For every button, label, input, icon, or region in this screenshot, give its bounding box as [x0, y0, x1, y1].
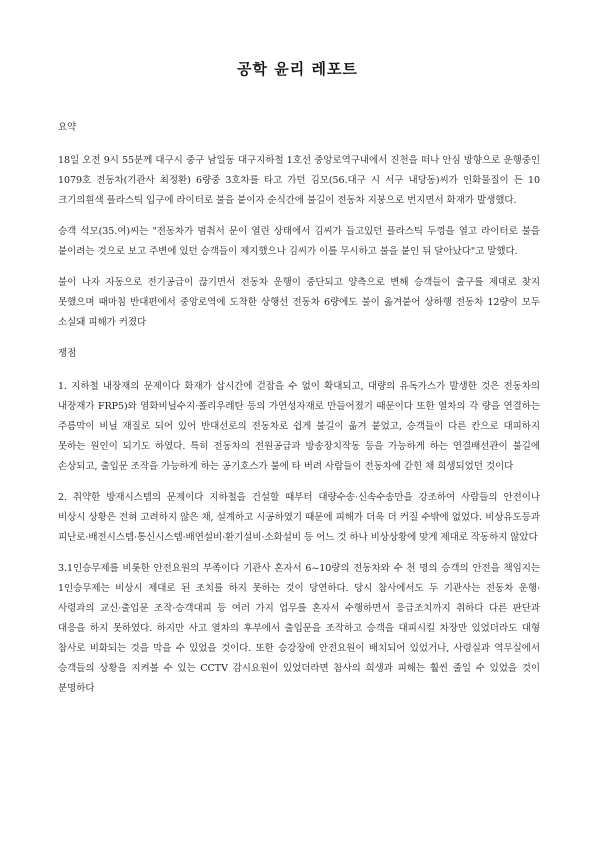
summary-heading: 요약 — [58, 122, 77, 133]
issue-paragraph-3: 3.1인승무제를 비롯한 안전요원의 부족이다 기관사 혼자서 6~10량의 전동차와 수 천 명의 승객의 안전을 책임지는 1인승무제는 비상시 제대로 된 조치를 하지 못하는 것이 당연하다. 당시 참사에서도 두 기관사는 전동차 운행·사령과의 교신·출입문 조작·승객대피 등 여러 가지 업무를 혼자서 수행하면서 응급조치까지 취하다 다른 판단과 대응을 하지 못하였다. 하지만 사고 열차의 후부에서 출입문을 조작하고 승객을 대피시킬 차장만 있었더라도 대형 참사로 비화되는 것을 막을 수 있었을 것이다. 또한 승강장에 안전요원이 배치되어 있었거나, 사령실과 역무실에서 승객들의 상황을 지켜볼 수 있는 CCTV 감시요원이 있었더라면 참사의 희생과 피해는 훨씬 줄일 수 있었을 것이 분명하다 — [58, 563, 540, 694]
issue-paragraph-2: 2. 취약한 방재시스템의 문제이다 지하철을 건설할 때부터 대량수송·신속수송만을 강조하여 사람들의 안전이나 비상시 상황은 전혀 고려하지 않은 채, 설계하고 시공하였기 때문에 피해가 더욱 더 커질 수밖에 없었다. 비상유도등과 피난로·배전시스템·통신시스템·배연설비·환기설비·소화설비 등 어느 것 하나 비상상황에 맞게 제대로 작동하지 않았다 — [58, 492, 540, 543]
summary-paragraph-2: 승객 석모(35.여)씨는 "전동차가 멈춰서 문이 열린 상태에서 김씨가 들고있던 플라스틱 두껑을 열고 라이터로 불을 붙이려는 것으로 보고 주변에 있던 승객들이 제지했으나 김씨가 이를 무시하고 불을 붙인 뒤 달아났다"고 말했다. — [58, 226, 540, 257]
document-title: 공학 윤리 레포트 — [237, 60, 358, 78]
issue-paragraph-1: 1. 지하철 내장재의 문제이다 화재가 삽시간에 걷잡을 수 없이 확대되고, 대량의 유독가스가 발생한 것은 전동차의 내장재가 FRP5)와 염화비닐수지·폴리우레탄 등의 가연성자재로 만들어졌기 때문이다 또한 열차의 각 량을 연결하는 주름막이 비닐 재질로 되어 있어 반대선로의 전동차로 쉽게 불길이 옮겨 붙었고, 승객들이 다른 칸으로 대피하지 못하는 원인이 되기도 하였다. 특히 전동차의 전원공급과 방송장치작동 등을 가능하게 하는 연결배선관이 불길에 손상되고, 출입문 조작을 가능하게 하는 공기호스가 불에 타 버려 사람들이 전동차에 갇힌 채 희생되었던 것이다 — [58, 381, 540, 472]
summary-paragraph-1: 18일 오전 9시 55분께 대구시 중구 남일동 대구지하철 1호선 중앙로역구내에서 진천을 떠나 안심 방향으로 운행중인 1079호 전동차(기관사 최정환) 6량중 3호차를 타고 가던 김모(56.대구 시 서구 내당동)씨가 인화물질이 든 10 크기의흰색 플라스틱 입구에 라이터로 불을 붙이자 순식간에 불길이 전동차 지붕으로 번지면서 화재가 발생했다. — [58, 155, 540, 206]
issues-heading: 쟁점 — [58, 348, 77, 359]
document-body — [58, 118, 540, 710]
summary-paragraph-3: 불이 나자 자동으로 전기공급이 끊기면서 전동차 운행이 중단되고 양측으로 변해 승객들이 출구를 제대로 찾지 못했으며 때마침 반대편에서 중앙로역에 도착한 상행선 전동차 6량에도 불이 옮겨붙어 상하행 전동차 12량이 모두 소실돼 피해가 커졌다 — [58, 277, 540, 328]
